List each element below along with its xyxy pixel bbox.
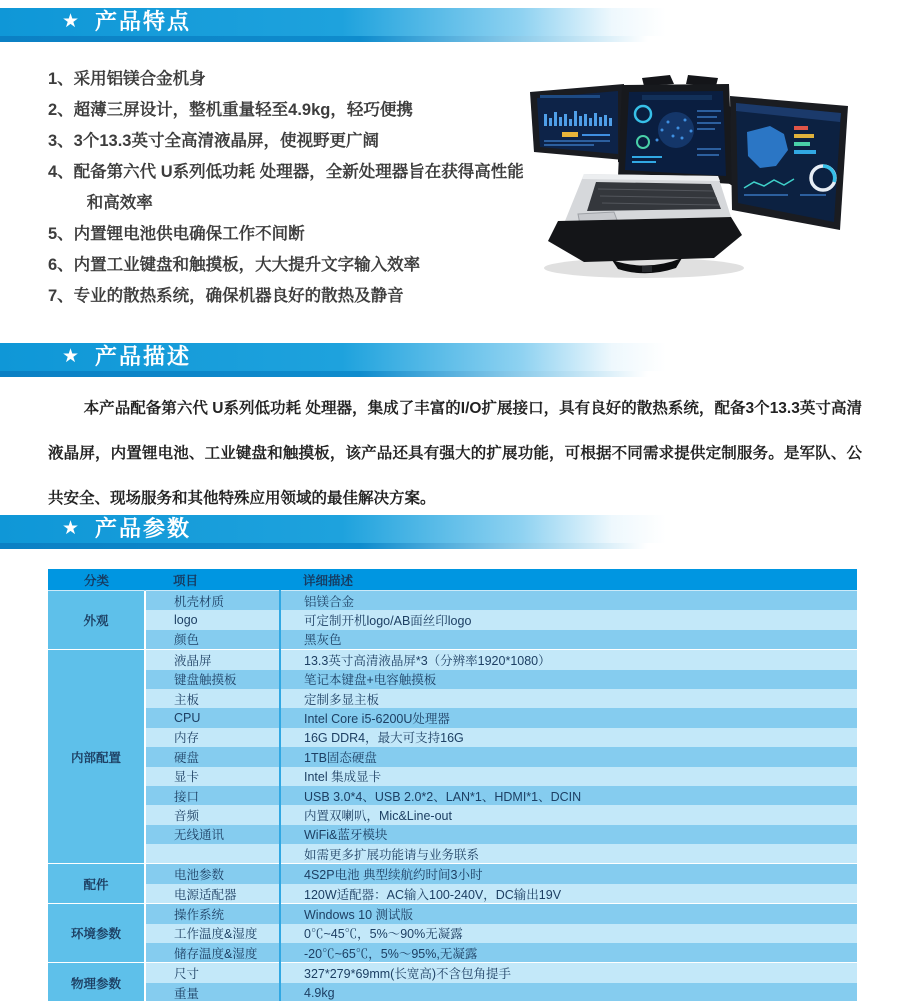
param-value: Windows 10 测试版 bbox=[280, 904, 857, 924]
table-row bbox=[48, 884, 857, 904]
banner-bar bbox=[0, 515, 900, 543]
banner-underline bbox=[0, 371, 900, 377]
table-row bbox=[48, 630, 857, 650]
param-item: 储存温度&湿度 bbox=[145, 943, 280, 963]
parameters-table bbox=[48, 569, 857, 1001]
table-row bbox=[48, 591, 857, 611]
param-value: 1TB固态硬盘 bbox=[280, 747, 857, 766]
param-item: 电池参数 bbox=[145, 864, 280, 884]
param-value: 定制多显主板 bbox=[280, 689, 857, 708]
product-image bbox=[492, 70, 892, 296]
center-screen bbox=[618, 84, 733, 184]
param-item: 音频 bbox=[145, 805, 280, 824]
table-row bbox=[48, 689, 857, 708]
param-item bbox=[145, 844, 280, 864]
param-item: 内存 bbox=[145, 728, 280, 747]
param-value: 0℃~45℃，5%～90%无凝露 bbox=[280, 924, 857, 943]
laptop-base bbox=[548, 174, 742, 273]
features-section-title: 产品特点 bbox=[95, 9, 192, 34]
param-item: 操作系统 bbox=[145, 904, 280, 924]
table-row bbox=[48, 904, 857, 924]
table-row bbox=[48, 708, 857, 727]
banner-underline bbox=[0, 543, 900, 549]
param-value: 内置双喇叭，Mic&Line-out bbox=[280, 805, 857, 824]
param-value: 4.9kg bbox=[280, 983, 857, 1001]
param-value: Intel 集成显卡 bbox=[280, 767, 857, 786]
param-item: CPU bbox=[145, 708, 280, 727]
param-item: 重量 bbox=[145, 983, 280, 1001]
param-value: 4S2P电池 典型续航约时间3小时 bbox=[280, 864, 857, 884]
section-banner-features bbox=[0, 8, 900, 42]
table-row bbox=[48, 805, 857, 824]
banner-underline bbox=[0, 36, 900, 42]
table-row bbox=[48, 963, 857, 983]
param-item: 颜色 bbox=[145, 630, 280, 650]
param-category: 环境参数 bbox=[48, 904, 145, 963]
feature-item: 1、采用铝镁合金机身 bbox=[48, 70, 206, 88]
param-value: USB 3.0*4、USB 2.0*2、LAN*1、HDMI*1、DCIN bbox=[280, 786, 857, 805]
feature-item: 4、配备第六代 U系列低功耗 处理器，全新处理器旨在获得高性能和高效率 bbox=[48, 163, 524, 212]
table-row bbox=[48, 825, 857, 844]
feature-item: 6、内置工业键盘和触摸板，大大提升文字输入效率 bbox=[48, 256, 421, 274]
star-icon: ★ bbox=[62, 346, 80, 367]
section-banner-description bbox=[0, 343, 900, 377]
param-item: 尺寸 bbox=[145, 963, 280, 983]
description-paragraph: 本产品配备第六代 U系列低功耗 处理器，集成了丰富的I/O扩展接口，具有良好的散热系统，配备3个13.3英寸高清液晶屏，内置锂电池、工业键盘和触摸板，该产品还具有强大的扩展功能，可根据不同需求提供定制服务。是军队、公共安全、现场服务和其他特殊应用领域的最佳解决方案。 bbox=[48, 400, 862, 507]
feature-item: 3、3个13.3英寸全高清液晶屏，使视野更广阔 bbox=[48, 132, 379, 150]
param-value: 可定制开机logo/AB面丝印logo bbox=[280, 610, 857, 629]
param-item: 硬盘 bbox=[145, 747, 280, 766]
feature-item: 7、专业的散热系统，确保机器良好的散热及静音 bbox=[48, 287, 404, 305]
param-value: Intel Core i5-6200U处理器 bbox=[280, 708, 857, 727]
star-icon: ★ bbox=[62, 518, 80, 539]
param-value: 120W适配器：AC输入100-240V，DC输出19V bbox=[280, 884, 857, 904]
param-item: logo bbox=[145, 610, 280, 629]
right-screen bbox=[730, 96, 848, 230]
table-row bbox=[48, 670, 857, 689]
param-item: 电源适配器 bbox=[145, 884, 280, 904]
param-item: 机壳材质 bbox=[145, 591, 280, 611]
features-list bbox=[48, 64, 526, 312]
table-row bbox=[48, 728, 857, 747]
param-value: -20℃~65℃，5%～95%,无凝露 bbox=[280, 943, 857, 963]
banner-bar bbox=[0, 8, 900, 36]
left-screen bbox=[530, 84, 624, 160]
feature-item: 5、内置锂电池供电确保工作不间断 bbox=[48, 225, 305, 243]
param-value: 16G DDR4，最大可支持16G bbox=[280, 728, 857, 747]
table-row bbox=[48, 650, 857, 670]
param-item: 无线通讯 bbox=[145, 825, 280, 844]
param-value: 327*279*69mm(长宽高)不含包角提手 bbox=[280, 963, 857, 983]
parameters-section-title: 产品参数 bbox=[95, 516, 192, 541]
param-item: 主板 bbox=[145, 689, 280, 708]
header-item: 项目 bbox=[145, 569, 280, 591]
param-category: 物理参数 bbox=[48, 963, 145, 1001]
table-row bbox=[48, 864, 857, 884]
feature-item: 2、超薄三屏设计，整机重量轻至4.9kg，轻巧便携 bbox=[48, 101, 413, 119]
param-value: 笔记本键盘+电容触摸板 bbox=[280, 670, 857, 689]
param-item: 接口 bbox=[145, 786, 280, 805]
star-icon: ★ bbox=[62, 11, 80, 32]
param-value: 铝镁合金 bbox=[280, 591, 857, 611]
param-item: 液晶屏 bbox=[145, 650, 280, 670]
param-item: 键盘触摸板 bbox=[145, 670, 280, 689]
param-category: 内部配置 bbox=[48, 650, 145, 864]
table-row bbox=[48, 767, 857, 786]
param-value: 如需更多扩展功能请与业务联系 bbox=[280, 844, 857, 864]
param-item: 工作温度&湿度 bbox=[145, 924, 280, 943]
header-category: 分类 bbox=[48, 569, 145, 591]
table-row bbox=[48, 610, 857, 629]
section-banner-parameters bbox=[0, 515, 900, 549]
param-category: 配件 bbox=[48, 864, 145, 904]
param-item: 显卡 bbox=[145, 767, 280, 786]
table-row bbox=[48, 844, 857, 864]
param-value: WiFi&蓝牙模块 bbox=[280, 825, 857, 844]
param-value: 13.3英寸高清液晶屏*3（分辨率1920*1080） bbox=[280, 650, 857, 670]
banner-bar bbox=[0, 343, 900, 371]
table-header-row bbox=[48, 569, 857, 591]
table-row bbox=[48, 983, 857, 1001]
param-value: 黑灰色 bbox=[280, 630, 857, 650]
param-category: 外观 bbox=[48, 591, 145, 650]
table-row bbox=[48, 786, 857, 805]
description-section-title: 产品描述 bbox=[95, 344, 192, 369]
header-detail: 详细描述 bbox=[280, 569, 857, 591]
table-row bbox=[48, 924, 857, 943]
table-row bbox=[48, 943, 857, 963]
table-row bbox=[48, 747, 857, 766]
